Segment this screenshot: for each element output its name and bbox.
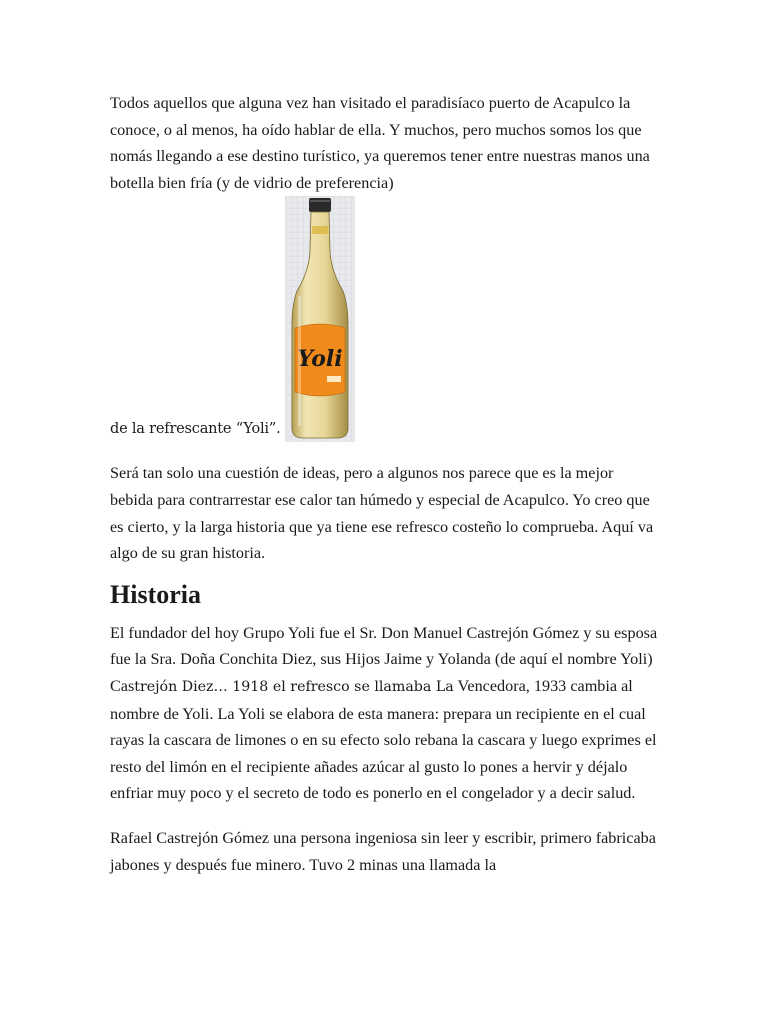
bottle-label: Yoli [297, 346, 343, 373]
bottle-caption: de la refrescante “Yoli”. [110, 420, 281, 437]
paragraph-rafael: Rafael Castrejón Gómez una persona ingeniosa sin leer y escribir, primero fabricaba jabones y después fue minero. Tuvo 2 minas una llamada la [110, 828, 656, 874]
paragraph-founder [110, 620, 660, 807]
founder-text-end: Vencedora, 1933 cambia al nombre de Yoli. La Yoli se elabora de esta manera: prepara un recipiente en el cual rayas la cascara de limones o en su efecto solo rebana la cascara y luego exprimes el resto del limón en el recipiente añades azúcar al gusto lo pones a hervir y déjalo enfriar muy poco y el secreto de todo es ponerlo en el congelador y a decir salud. [110, 676, 657, 803]
bottle-line [110, 196, 660, 442]
paragraph-ideas: Será tan solo una cuestión de ideas, pero a algunos nos parece que es la mejor bebida para contrarrestar ese calor tan húmedo y especial de Acapulco. Yo creo que es cierto, y la larga historia que ya tiene ese refresco costeño lo comprueba. Aquí va algo de su gran historia. [110, 464, 654, 563]
document-page [110, 90, 660, 878]
founder-text-inline: trejón Diez… 1918 el refresco se llamaba La [134, 678, 454, 695]
section-heading-historia: Historia [110, 579, 201, 609]
yoli-bottle-image [285, 196, 355, 442]
founder-text-start: El fundador del hoy Grupo Yoli fue el Sr. Don Manuel Castrejón Gómez y su esposa fue la Sra. Doña Conchita Diez, sus Hijos Jaime y Yolanda (de aquí el nombre Yoli) Cas [110, 623, 658, 695]
intro-paragraph: Todos aquellos que alguna vez han visitado el paradisíaco puerto de Acapulco la conoce, o al menos, ha oído hablar de ella. Y muchos, pero muchos somos los que nomás llegando a ese destino turístico, ya queremos tener entre nuestras manos una botella bien fría (y de vidrio de preferencia) [110, 94, 650, 192]
